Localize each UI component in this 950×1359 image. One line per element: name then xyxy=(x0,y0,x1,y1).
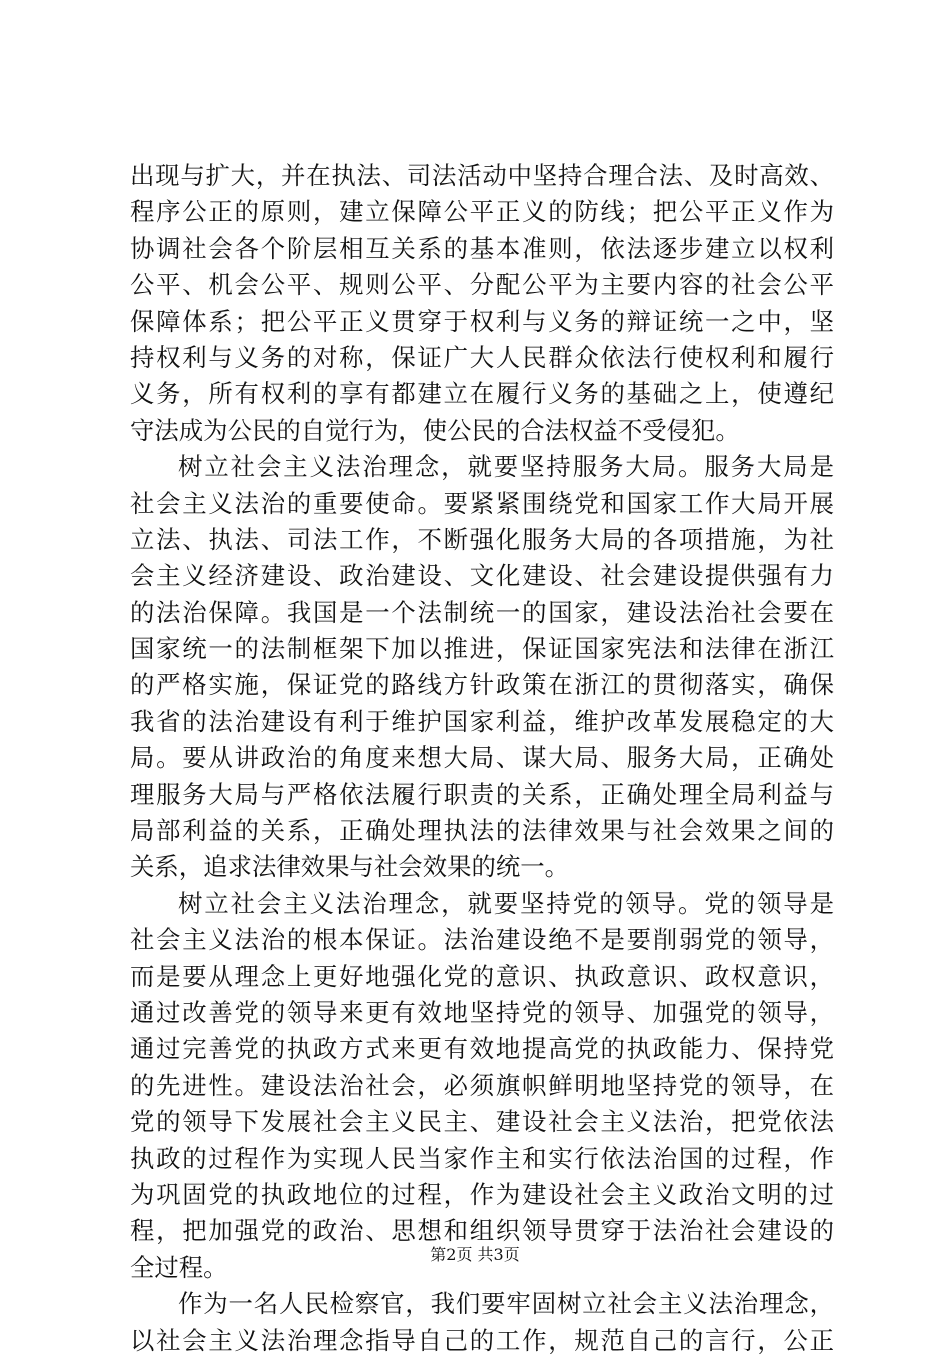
text-line: 持权利与义务的对称，保证广大人民群众依法行使权利和履行 xyxy=(130,342,834,372)
text-line: 局部利益的关系，正确处理执法的法律效果与社会效果之间的 xyxy=(130,816,834,846)
text-line: 社会主义法治的根本保证。法治建设绝不是要削弱党的领导， xyxy=(130,925,834,955)
text-line: 社会主义法治的重要使命。要紧紧围绕党和国家工作大局开展 xyxy=(130,488,834,518)
document-body xyxy=(130,158,834,1359)
text-line: 立法、执法、司法工作，不断强化服务大局的各项措施，为社 xyxy=(130,524,834,554)
text-line: 的先进性。建设法治社会，必须旗帜鲜明地坚持党的领导，在 xyxy=(130,1070,834,1100)
text-line: 义务，所有权利的享有都建立在履行义务的基础之上，使遵纪 xyxy=(130,379,834,409)
text-line: 而是要从理念上更好地强化党的意识、执政意识、政权意识， xyxy=(130,961,834,991)
text-line: 通过完善党的执政方式来更有效地提高党的执政能力、保持党 xyxy=(130,1034,834,1064)
paragraph xyxy=(130,1286,834,1359)
paragraph xyxy=(130,158,834,449)
text-line: 作为一名人民检察官，我们要牢固树立社会主义法治理念， xyxy=(178,1289,834,1319)
text-line: 公平、机会公平、规则公平、分配公平为主要内容的社会公平 xyxy=(130,270,834,300)
text-line: 协调社会各个阶层相互关系的基本准则，依法逐步建立以权利 xyxy=(130,233,834,263)
page-footer: 第2页 共3页 xyxy=(430,1245,520,1264)
text-line: 树立社会主义法治理念，就要坚持党的领导。党的领导是 xyxy=(178,888,834,918)
text-line: 以社会主义法治理念指导自己的工作，规范自己的言行，公正 xyxy=(130,1325,834,1355)
text-line: 为巩固党的执政地位的过程，作为建设社会主义政治文明的过 xyxy=(130,1179,834,1209)
text-line: 会主义经济建设、政治建设、文化建设、社会建设提供强有力 xyxy=(130,561,834,591)
text-line: 理服务大局与严格依法履行职责的关系，正确处理全局利益与 xyxy=(130,779,834,809)
text-line: 我省的法治建设有利于维护国家利益，维护改革发展稳定的大 xyxy=(130,706,834,736)
text-line: 出现与扩大，并在执法、司法活动中坚持合理合法、及时高效、 xyxy=(130,161,834,190)
text-line: 守法成为公民的自觉行为，使公民的合法权益不受侵犯。 xyxy=(130,415,740,445)
text-line: 程序公正的原则，建立保障公平正义的防线；把公平正义作为 xyxy=(130,197,834,227)
text-line: 局。要从讲政治的角度来想大局、谋大局、服务大局，正确处 xyxy=(130,743,834,773)
paragraph xyxy=(130,449,834,886)
text-line: 关系，追求法律效果与社会效果的统一。 xyxy=(130,852,570,882)
text-line: 程，把加强党的政治、思想和组织领导贯穿于法治社会建设的 xyxy=(130,1216,834,1246)
text-line: 党的领导下发展社会主义民主、建设社会主义法治，把党依法 xyxy=(130,1107,834,1137)
paragraph xyxy=(130,886,834,1286)
text-line: 执政的过程作为实现人民当家作主和实行依法治国的过程，作 xyxy=(130,1143,834,1173)
text-line: 通过改善党的领导来更有效地坚持党的领导、加强党的领导， xyxy=(130,997,834,1027)
text-line: 保障体系；把公平正义贯穿于权利与义务的辩证统一之中，坚 xyxy=(130,306,834,336)
text-line: 树立社会主义法治理念，就要坚持服务大局。服务大局是 xyxy=(178,452,834,482)
text-line: 全过程。 xyxy=(130,1252,228,1282)
text-line: 的法治保障。我国是一个法制统一的国家，建设法治社会要在 xyxy=(130,597,834,627)
text-line: 国家统一的法制框架下加以推进，保证国家宪法和法律在浙江 xyxy=(130,634,834,664)
text-line: 的严格实施，保证党的路线方针政策在浙江的贯彻落实，确保 xyxy=(130,670,834,700)
